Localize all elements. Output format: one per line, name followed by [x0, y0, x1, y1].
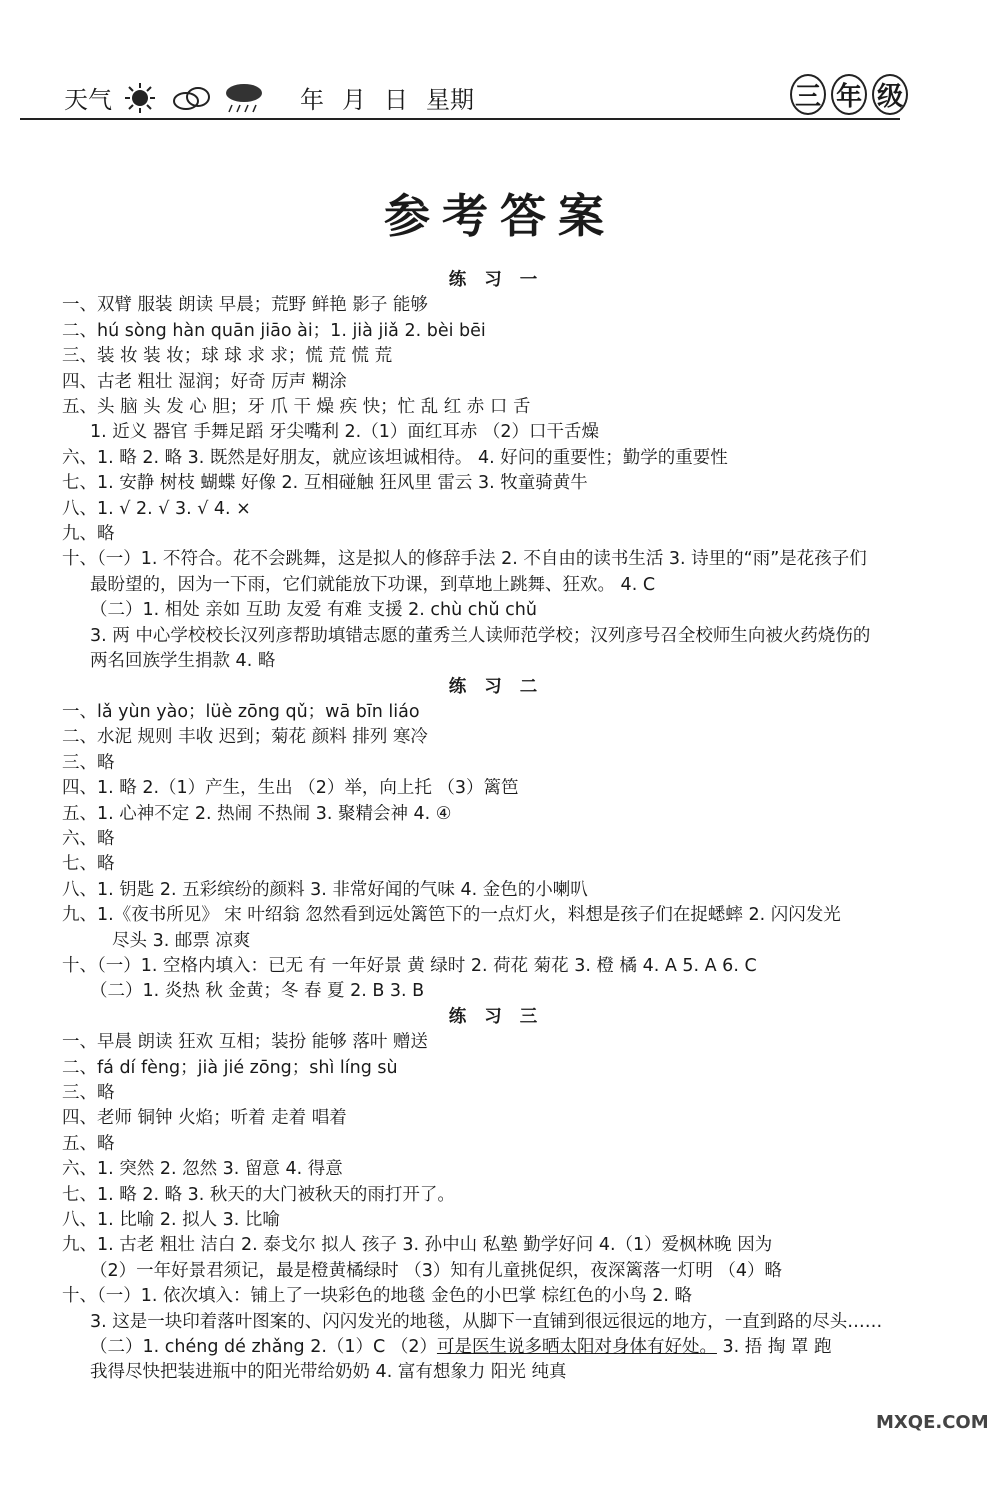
weather-box: [64, 80, 272, 115]
answer-line: 十、（一）1. 空格内填入：已无 有 一年好景 黄 绿时 2. 荷花 菊花 3. 橙 橘 4. A 5. A 6. C: [62, 955, 757, 976]
answer-line: 二、hú sòng hàn quān jiāo ài；1. jià jiǎ 2. bèi bēi: [62, 320, 486, 341]
sun-icon: [120, 83, 160, 113]
rain-cloud-icon: [222, 81, 272, 115]
grade-badge: [790, 74, 904, 115]
answer-line: 八、1. 比喻 2. 拟人 3. 比喻: [62, 1210, 280, 1231]
answer-line: 二、水泥 规则 丰收 迟到；菊花 颜料 排列 寒冷: [62, 727, 428, 748]
answer-line: 四、1. 略 2.（1）产生，生出 （2）举，向上托 （3）篱笆: [62, 778, 519, 799]
section-title: 练习一: [448, 270, 556, 290]
section-title: 练习三: [448, 1006, 556, 1027]
answer-line: 两名回族学生捐款 4. 略: [90, 651, 276, 672]
underlined-sentence: 可是医生说多晒太阳对身体有好处。: [436, 1337, 717, 1358]
year-label: 年: [300, 86, 324, 114]
page-header: [0, 0, 1000, 130]
answer-line: 3. 两 中心学校校长汉列彦帮助填错志愿的董秀兰人读师范学校；汉列彦号召全校师生向被火药烧伤的: [90, 625, 871, 646]
answer-line: 我得尽快把装进瓶中的阳光带给奶奶 4. 富有想象力 阳光 纯真: [90, 1362, 567, 1383]
answer-line: （二）1. 炎热 秋 金黄；冬 春 夏 2. B 3. B: [90, 981, 425, 1002]
answer-line: 六、1. 突然 2. 忽然 3. 留意 4. 得意: [62, 1159, 343, 1180]
answer-line: 五、1. 心神不定 2. 热闹 不热闹 3. 聚精会神 4. ④: [62, 803, 452, 824]
answer-segment: （二）1. chéng dé zhǎng 2.（1）C （2）: [90, 1337, 437, 1358]
answer-line: 二、fá dí fèng；jià jié zōng；shì líng sù: [62, 1057, 398, 1078]
answer-segment: 3. 捂 掏 罩 跑: [716, 1337, 832, 1358]
section-title: 练习二: [448, 676, 556, 697]
answer-line: 七、1. 略 2. 略 3. 秋天的大门被秋天的雨打开了。: [62, 1184, 455, 1205]
answer-line: 3. 这是一块印着落叶图案的、闪闪发光的地毯，从脚下一直铺到很远很远的地方，一直到路的尽头……: [90, 1311, 883, 1332]
grade-char: 三: [790, 74, 826, 115]
answer-line: [62, 1335, 942, 1360]
answer-line: 五、略: [62, 1133, 115, 1154]
answer-line: 四、老师 铜钟 火焰；听着 走着 唱着: [62, 1108, 347, 1129]
answer-line: （2）一年好景君须记，最是橙黄橘绿时 （3）知有儿童挑促织，夜深篱落一灯明 （4）略: [90, 1260, 783, 1281]
answer-line: 六、1. 略 2. 略 3. 既然是好朋友，就应该坦诚相待。 4. 好问的重要性；勤学的重要性: [62, 447, 728, 468]
answer-line: 1. 近义 器官 手舞足蹈 牙尖嘴利 2.（1）面红耳赤 （2）口干舌燥: [90, 422, 600, 443]
answer-line: 八、1. 钥匙 2. 五彩缤纷的颜料 3. 非常好闻的气味 4. 金色的小喇叭: [62, 879, 588, 900]
cloud-icon: [168, 83, 214, 113]
answer-line: 四、古老 粗壮 湿润；好奇 厉声 糊涂: [62, 371, 347, 392]
answer-line: 五、头 脑 头 发 心 胆；牙 爪 干 燥 疾 快；忙 乱 红 赤 口 舌: [62, 397, 531, 418]
answer-line: 三、装 妆 装 妆；球 球 求 求；慌 荒 慌 荒: [62, 346, 393, 367]
answer-line: （二）1. 相处 亲如 互助 友爱 有难 支援 2. chù chǔ chǔ: [90, 600, 537, 621]
weather-label: 天气: [64, 86, 112, 114]
watermark-text: MXQE.COM: [876, 1412, 989, 1433]
answer-line: 九、略: [62, 524, 115, 545]
answer-line: 八、1. √ 2. √ 3. √ 4. ×: [62, 498, 251, 519]
answer-line: 十、（一）1. 不符合。花不会跳舞，这是拟人的修辞手法 2. 不自由的读书生活 3. 诗里的“雨”是花孩子们: [62, 549, 867, 570]
header-divider: [20, 118, 900, 120]
answer-line: 一、lǎ yùn yào；lüè zōng qǔ；wā bīn liáo: [62, 701, 420, 722]
answer-line: 九、1. 古老 粗壮 洁白 2. 泰戈尔 拟人 孩子 3. 孙中山 私塾 勤学好问 4.（1）爱枫林晚 因为: [62, 1235, 773, 1256]
answer-line: 三、略: [62, 1083, 115, 1103]
answer-line: 六、略: [62, 828, 115, 849]
answer-line: 九、1.《夜书所见》 宋 叶绍翁 忽然看到远处篱笆下的一点灯火，料想是孩子们在捉蟋蟀 2. 闪闪发光: [62, 905, 841, 926]
page-title: 参考答案: [384, 189, 616, 243]
answer-line: 七、1. 安静 树枝 蝴蝶 好像 2. 互相碰触 狂风里 雷云 3. 牧童骑黄牛: [62, 473, 588, 494]
answer-line: 一、双臂 服装 朗读 早晨；荒野 鲜艳 影子 能够: [62, 295, 428, 316]
answer-line: 三、略: [62, 752, 115, 773]
answer-line: 尽头 3. 邮票 凉爽: [112, 930, 251, 951]
answer-line: 一、早晨 朗读 狂欢 互相；装扮 能够 落叶 赠送: [62, 1032, 428, 1053]
grade-char: 年: [831, 74, 867, 115]
answer-line: 十、（一）1. 依次填入：铺上了一块彩色的地毯 金色的小巴掌 棕红色的小鸟 2. 略: [62, 1286, 692, 1307]
day-label: 日: [384, 86, 408, 114]
answer-content: [62, 268, 942, 1386]
answer-line: 最盼望的，因为一下雨，它们就能放下功课，到草地上跳舞、狂欢。 4. C: [90, 574, 656, 595]
date-fields: [300, 80, 474, 115]
answer-line: 七、略: [62, 854, 115, 875]
weekday-label: 星期: [426, 86, 474, 114]
grade-char: 级: [872, 74, 908, 115]
month-label: 月: [342, 86, 366, 114]
